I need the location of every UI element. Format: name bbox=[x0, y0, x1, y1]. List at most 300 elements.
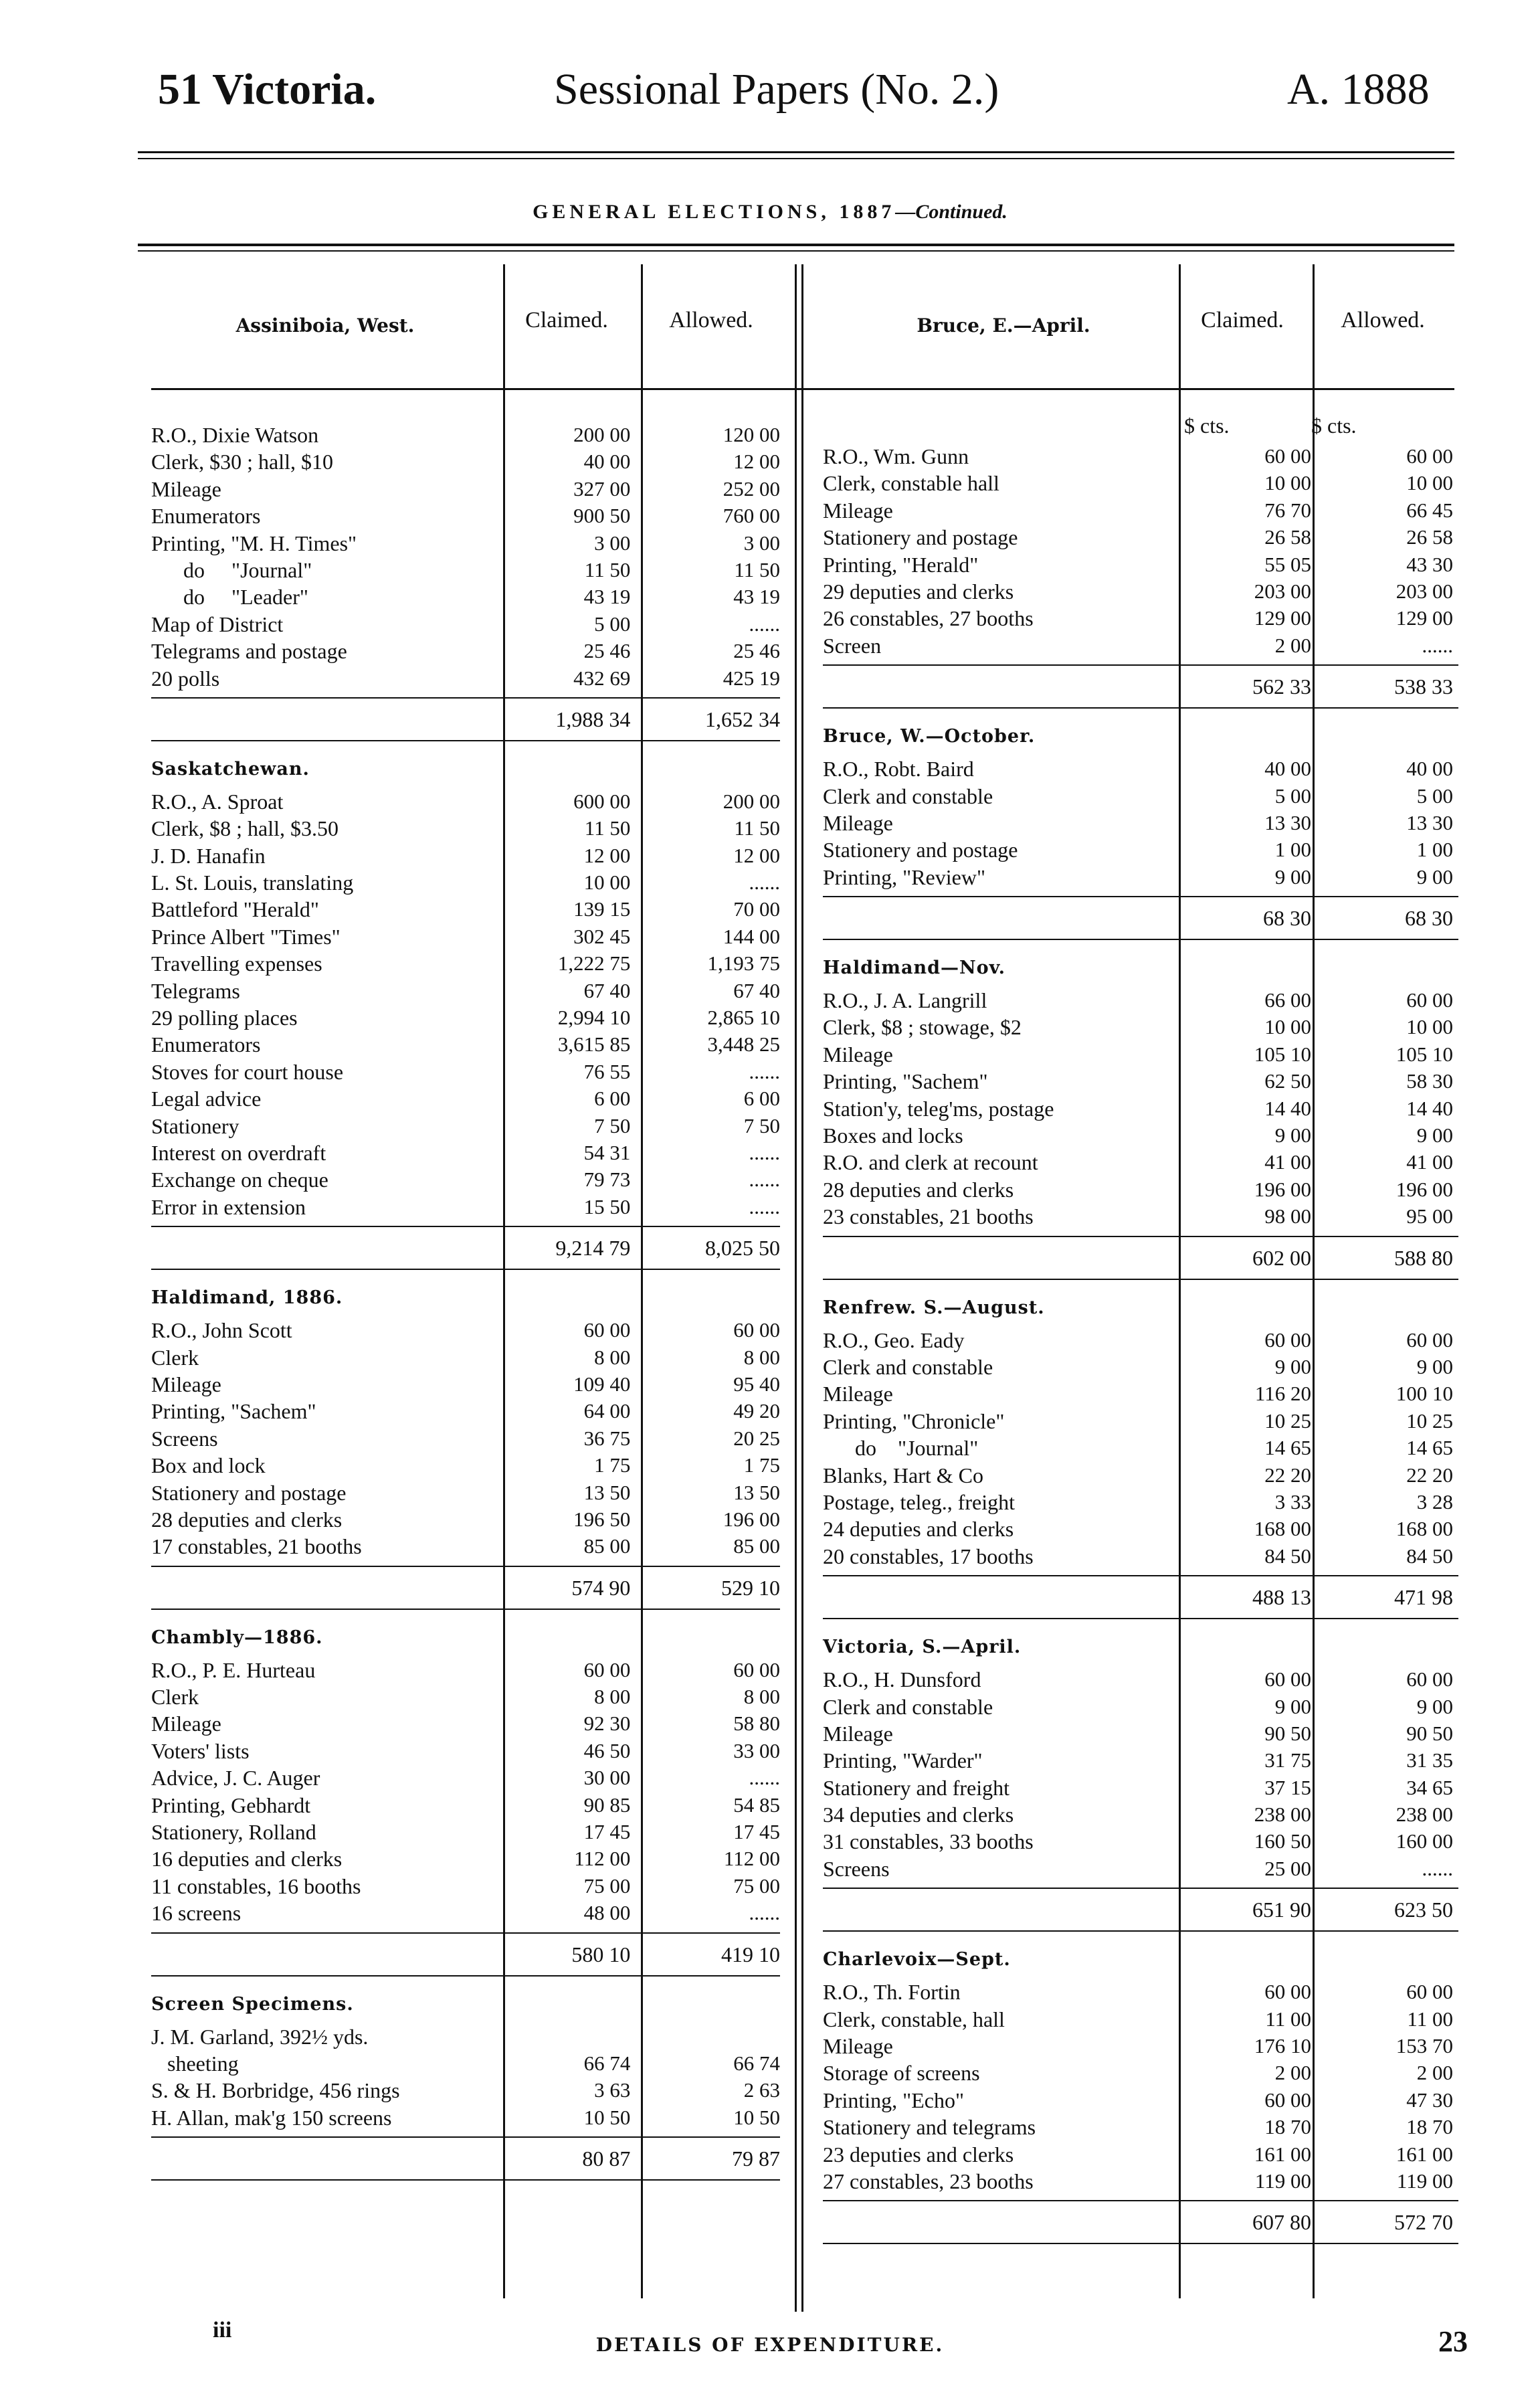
claimed-amount: 60 00 bbox=[583, 1318, 631, 1342]
allowed-amount: 70 00 bbox=[733, 897, 780, 921]
claimed-total: 580 10 bbox=[571, 1942, 631, 1966]
expense-row bbox=[823, 551, 1458, 578]
allowed-amount: 60 00 bbox=[1406, 1980, 1453, 2004]
allowed-amount: ...... bbox=[749, 1059, 780, 1083]
expense-item: Battleford "Herald" bbox=[151, 897, 319, 922]
allowed-total: 1,652 34 bbox=[705, 707, 780, 731]
total-spacer bbox=[823, 1576, 1184, 1618]
expense-row bbox=[151, 1031, 780, 1058]
allowed-amount: 9 00 bbox=[1416, 1694, 1453, 1718]
claimed-amount: 3 00 bbox=[594, 531, 631, 555]
right-section-5 bbox=[823, 1941, 1458, 2244]
section-title: Bruce, W.—October. bbox=[823, 726, 1036, 747]
expense-row bbox=[151, 1657, 780, 1683]
claimed-amount: 76 55 bbox=[583, 1059, 631, 1083]
claimed-amount: 600 00 bbox=[573, 789, 631, 813]
expense-item: J. M. Garland, 392½ yds. bbox=[151, 2024, 369, 2049]
expense-item: Interest on overdraft bbox=[151, 1140, 326, 1165]
expense-item: Printing, "Review" bbox=[823, 864, 985, 889]
allowed-amount: ...... bbox=[749, 870, 780, 895]
expense-row bbox=[151, 923, 780, 950]
allowed-amount: 168 00 bbox=[1395, 1517, 1453, 1541]
claimed-amount: 5 00 bbox=[594, 612, 631, 636]
expense-item: 24 deputies and clerks bbox=[823, 1517, 1014, 1542]
left-region-header: Assiniboia, West. bbox=[235, 314, 415, 337]
claimed-amount: 129 00 bbox=[1254, 606, 1311, 630]
allowed-amount: ...... bbox=[749, 1194, 780, 1218]
expense-item: Postage, teleg., freight bbox=[823, 1489, 1016, 1514]
allowed-amount: 47 30 bbox=[1406, 2088, 1453, 2112]
allowed-amount: 9 00 bbox=[1416, 1123, 1453, 1148]
claimed-amount: 8 00 bbox=[594, 1685, 631, 1709]
expense-item: 11 constables, 16 booths bbox=[151, 1873, 361, 1898]
expense-item: 27 constables, 23 booths bbox=[823, 2169, 1034, 2193]
allowed-amount: 31 35 bbox=[1406, 1748, 1453, 1772]
claimed-amount: 9 00 bbox=[1274, 1354, 1311, 1378]
right-section-1 bbox=[823, 718, 1458, 940]
expense-row bbox=[151, 1085, 780, 1112]
section-total bbox=[151, 1566, 780, 1610]
claimed-amount: 22 20 bbox=[1264, 1463, 1311, 1487]
allowed-total: 79 87 bbox=[732, 2146, 780, 2171]
claimed-amount: 98 00 bbox=[1264, 1204, 1311, 1228]
claimed-amount: 90 50 bbox=[1264, 1721, 1311, 1745]
claimed-amount: 2 00 bbox=[1274, 633, 1311, 657]
expense-row bbox=[823, 1380, 1458, 1407]
expense-item: Clerk and constable bbox=[823, 1354, 993, 1379]
claimed-amount: 160 50 bbox=[1254, 1829, 1311, 1853]
allowed-amount: 9 00 bbox=[1416, 1354, 1453, 1378]
allowed-amount: 129 00 bbox=[1395, 606, 1453, 630]
section-title: Renfrew. S.—August. bbox=[823, 1297, 1045, 1318]
claimed-amount: 18 70 bbox=[1264, 2115, 1311, 2139]
expense-row bbox=[151, 1113, 780, 1139]
claimed-amount: 10 00 bbox=[583, 870, 631, 895]
expense-row bbox=[151, 530, 780, 557]
allowed-total: 419 10 bbox=[721, 1942, 780, 1966]
section-total bbox=[823, 896, 1458, 940]
expense-item: Stoves for court house bbox=[151, 1059, 344, 1084]
section-title: Haldimand—Nov. bbox=[823, 957, 1006, 979]
claimed-amount: 10 00 bbox=[1264, 471, 1311, 495]
expense-item: Clerk bbox=[151, 1685, 199, 1710]
expense-item: 31 constables, 33 booths bbox=[823, 1829, 1034, 1854]
expense-row bbox=[823, 1327, 1458, 1354]
allowed-total: 529 10 bbox=[721, 1575, 780, 1600]
header-rule-top bbox=[138, 151, 1454, 153]
allowed-amount: ...... bbox=[749, 1140, 780, 1164]
allowed-amount: 18 70 bbox=[1406, 2115, 1453, 2139]
allowed-amount: 6 00 bbox=[743, 1087, 780, 1111]
expense-item: Stationery bbox=[151, 1113, 239, 1138]
expense-item: Printing, Gebhardt bbox=[151, 1793, 311, 1817]
expense-item: Mileage bbox=[823, 1382, 893, 1406]
claimed-amount: 60 00 bbox=[1264, 1667, 1311, 1691]
expense-row bbox=[151, 2023, 780, 2050]
claimed-amount: 66 74 bbox=[583, 2051, 631, 2075]
claimed-amount: 10 50 bbox=[583, 2105, 631, 2129]
expense-item: 20 constables, 17 booths bbox=[823, 1544, 1034, 1568]
page-number: 23 bbox=[1438, 2325, 1468, 2358]
expense-item: Telegrams bbox=[151, 978, 240, 1003]
claimed-amount: 36 75 bbox=[583, 1426, 631, 1450]
claimed-amount: 10 25 bbox=[1264, 1408, 1311, 1433]
right-region-header: Bruce, E.—April. bbox=[917, 314, 1090, 337]
total-spacer bbox=[151, 699, 508, 740]
expense-row bbox=[823, 1516, 1458, 1542]
expense-item: Stationery, Rolland bbox=[151, 1820, 316, 1845]
claimed-amount: 11 50 bbox=[584, 557, 631, 581]
right-section-2 bbox=[823, 949, 1458, 1280]
expense-row bbox=[151, 665, 780, 692]
expense-item: Printing, "Chronicle" bbox=[823, 1408, 1005, 1433]
expense-item: 26 constables, 27 booths bbox=[823, 606, 1034, 631]
allowed-amount: 49 20 bbox=[733, 1399, 780, 1423]
allowed-amount: 60 00 bbox=[1406, 1327, 1453, 1352]
claimed-total: 562 33 bbox=[1252, 674, 1311, 699]
expense-row bbox=[823, 1435, 1458, 1461]
currency-spacer bbox=[823, 408, 1184, 443]
allowed-amount: 160 00 bbox=[1395, 1829, 1453, 1853]
claimed-amount: 6 00 bbox=[594, 1087, 631, 1111]
claimed-amount: 79 73 bbox=[583, 1168, 631, 1192]
total-spacer bbox=[151, 1934, 508, 1975]
expense-item: R.O., H. Dunsford bbox=[823, 1667, 981, 1692]
section-title: Haldimand, 1886. bbox=[151, 1287, 343, 1309]
expense-item: Error in extension bbox=[151, 1194, 306, 1219]
claimed-amount: 40 00 bbox=[1264, 757, 1311, 781]
expense-item: 23 deputies and clerks bbox=[823, 2142, 1014, 2167]
expense-item: Legal advice bbox=[151, 1087, 262, 1111]
expense-row bbox=[151, 1506, 780, 1533]
expense-item: Mileage bbox=[151, 1372, 221, 1396]
allowed-amount: 3,448 25 bbox=[707, 1032, 780, 1057]
header-rule-bottom bbox=[138, 158, 1454, 159]
expense-row bbox=[823, 443, 1458, 470]
expense-row bbox=[823, 1489, 1458, 1516]
allowed-amount: 5 00 bbox=[1416, 784, 1453, 808]
caption-main: GENERAL ELECTIONS, 1887 bbox=[533, 201, 896, 223]
expense-row bbox=[151, 583, 780, 610]
claimed-amount: 15 50 bbox=[583, 1194, 631, 1218]
expense-row bbox=[151, 1683, 780, 1710]
year-label: A. 1888 bbox=[1287, 65, 1430, 114]
expense-row bbox=[823, 470, 1458, 496]
expense-item: 16 screens bbox=[151, 1901, 242, 1926]
claimed-amount: 302 45 bbox=[573, 924, 631, 948]
claimed-amount: 37 15 bbox=[1264, 1775, 1311, 1799]
claimed-total: 488 13 bbox=[1252, 1585, 1311, 1610]
claimed-amount bbox=[508, 2023, 630, 2050]
allowed-amount: 144 00 bbox=[723, 924, 780, 948]
claimed-amount: 48 00 bbox=[583, 1901, 631, 1925]
allowed-amount: 22 20 bbox=[1406, 1463, 1453, 1487]
expense-row bbox=[151, 2104, 780, 2131]
claimed-amount: 196 00 bbox=[1254, 1177, 1311, 1201]
expense-row bbox=[823, 1747, 1458, 1774]
allowed-amount: 1,193 75 bbox=[707, 951, 780, 976]
expense-row bbox=[151, 1792, 780, 1819]
expense-row bbox=[823, 605, 1458, 632]
details-of-expenditure: DETAILS OF EXPENDITURE. bbox=[595, 2334, 945, 2356]
section-total bbox=[151, 1226, 780, 1270]
allowed-amount: 95 40 bbox=[733, 1372, 780, 1396]
allowed-amount: 196 00 bbox=[723, 1507, 780, 1531]
claimed-amount: 176 10 bbox=[1254, 2034, 1311, 2058]
expense-row bbox=[151, 1452, 780, 1479]
expense-item: 16 deputies and clerks bbox=[151, 1847, 343, 1871]
allowed-amount: 14 65 bbox=[1406, 1436, 1453, 1460]
total-spacer bbox=[823, 666, 1184, 707]
expense-row bbox=[823, 1543, 1458, 1570]
allowed-amount bbox=[630, 2023, 780, 2050]
expense-item: Screen bbox=[823, 633, 882, 658]
expense-item: Stationery and postage bbox=[823, 838, 1018, 862]
allowed-amount: 425 19 bbox=[723, 666, 780, 690]
expense-item: Prince Albert "Times" bbox=[151, 924, 341, 949]
claimed-amount: 196 50 bbox=[573, 1507, 631, 1531]
expense-item: Exchange on cheque bbox=[151, 1168, 328, 1192]
allowed-amount: 10 00 bbox=[1406, 471, 1453, 495]
caption-rule-top bbox=[138, 244, 1454, 246]
allowed-amount: 54 85 bbox=[733, 1793, 780, 1817]
allowed-amount: 58 80 bbox=[733, 1712, 780, 1736]
expense-item: R.O., Dixie Watson bbox=[151, 423, 319, 447]
expense-row bbox=[151, 1059, 780, 1085]
expense-row bbox=[823, 524, 1458, 551]
claimed-amount: 60 00 bbox=[583, 1657, 631, 1681]
allowed-amount: 8 00 bbox=[743, 1345, 780, 1369]
allowed-amount: 11 00 bbox=[1407, 2007, 1453, 2031]
allowed-amount: 200 00 bbox=[723, 789, 780, 813]
allowed-amount: 11 50 bbox=[734, 557, 780, 581]
claimed-amount: 8 00 bbox=[594, 1345, 631, 1369]
claimed-amount: 90 85 bbox=[583, 1793, 631, 1817]
expense-row bbox=[823, 1979, 1458, 2005]
expense-item: Travelling expenses bbox=[151, 951, 322, 976]
allowed-total: 572 70 bbox=[1394, 2210, 1453, 2235]
claimed-amount: 25 00 bbox=[1264, 1856, 1311, 1880]
expense-item: Enumerators bbox=[151, 504, 261, 529]
expense-item: Clerk and constable bbox=[823, 784, 993, 808]
allowed-amount: 203 00 bbox=[1395, 579, 1453, 603]
expense-row bbox=[151, 978, 780, 1004]
allowed-amount: 60 00 bbox=[733, 1657, 780, 1681]
allowed-amount: 8 00 bbox=[743, 1685, 780, 1709]
right-panel bbox=[823, 408, 1458, 2254]
allowed-amount: 41 00 bbox=[1406, 1150, 1453, 1174]
claimed-amount: 7 50 bbox=[594, 1113, 631, 1137]
allowed-amount: 3 00 bbox=[743, 531, 780, 555]
expense-item: Advice, J. C. Auger bbox=[151, 1766, 320, 1791]
claimed-amount: 11 50 bbox=[584, 816, 631, 840]
allowed-amount: 2 00 bbox=[1416, 2061, 1453, 2085]
expense-item: R.O., Th. Fortin bbox=[823, 1980, 961, 2005]
expense-row bbox=[151, 1873, 780, 1900]
expense-row bbox=[823, 1203, 1458, 1230]
allowed-amount: 153 70 bbox=[1395, 2034, 1453, 2058]
claimed-amount: 9 00 bbox=[1274, 1123, 1311, 1148]
currency-allowed: $ cts. bbox=[1311, 414, 1357, 438]
expense-row bbox=[151, 1710, 780, 1737]
expense-item: R.O., Wm. Gunn bbox=[823, 444, 969, 468]
claimed-amount: 60 00 bbox=[1264, 1980, 1311, 2004]
expense-row bbox=[823, 1095, 1458, 1122]
claimed-amount: 116 20 bbox=[1254, 1382, 1311, 1406]
claimed-amount: 11 00 bbox=[1265, 2007, 1311, 2031]
total-spacer bbox=[823, 1889, 1184, 1930]
total-spacer bbox=[151, 1567, 508, 1609]
total-spacer bbox=[151, 2138, 508, 2179]
claimed-amount: 10 00 bbox=[1264, 1015, 1311, 1039]
allowed-amount: 10 00 bbox=[1406, 1015, 1453, 1039]
expense-row bbox=[151, 557, 780, 583]
allowed-amount: 40 00 bbox=[1406, 757, 1453, 781]
expense-row bbox=[151, 1900, 780, 1926]
allowed-amount: 90 50 bbox=[1406, 1721, 1453, 1745]
allowed-amount: 60 00 bbox=[1406, 988, 1453, 1012]
expense-item: Boxes and locks bbox=[823, 1123, 963, 1148]
allowed-amount: ...... bbox=[1422, 1856, 1453, 1880]
allowed-amount: 252 00 bbox=[723, 476, 780, 500]
expense-row bbox=[151, 896, 780, 923]
claimed-amount: 66 00 bbox=[1264, 988, 1311, 1012]
expense-item: Stationery and postage bbox=[823, 525, 1018, 550]
claimed-amount: 900 50 bbox=[573, 504, 631, 528]
sessional-papers-title: Sessional Papers (No. 2.) bbox=[554, 65, 999, 114]
expense-row bbox=[151, 950, 780, 977]
claimed-amount: 64 00 bbox=[583, 1399, 631, 1423]
expense-row bbox=[151, 1139, 780, 1166]
claimed-amount: 43 19 bbox=[583, 585, 631, 609]
claimed-amount: 139 15 bbox=[573, 897, 631, 921]
expense-item: Clerk, constable, hall bbox=[823, 2007, 1005, 2031]
page-roman-numeral: iii bbox=[213, 2318, 232, 2343]
total-spacer bbox=[823, 2201, 1184, 2243]
allowed-amount: 196 00 bbox=[1395, 1177, 1453, 1201]
expense-row bbox=[823, 987, 1458, 1014]
expense-item: Stationery and telegrams bbox=[823, 2115, 1036, 2140]
expense-item: H. Allan, mak'g 150 screens bbox=[151, 2105, 392, 2130]
allowed-amount: 10 25 bbox=[1406, 1408, 1453, 1433]
expense-row bbox=[151, 1194, 780, 1220]
expense-row bbox=[823, 1462, 1458, 1489]
expense-item: Map of District bbox=[151, 612, 284, 636]
allowed-amount: 60 00 bbox=[1406, 1667, 1453, 1691]
currency-claimed: $ cts. bbox=[1184, 414, 1230, 438]
section-title: Victoria, S.—April. bbox=[823, 1637, 1022, 1658]
expense-row bbox=[823, 2141, 1458, 2168]
expense-row bbox=[823, 1122, 1458, 1149]
expense-row bbox=[151, 1533, 780, 1560]
claimed-total: 9,214 79 bbox=[555, 1236, 631, 1261]
claimed-amount: 55 05 bbox=[1264, 552, 1311, 576]
allowed-amount: 12 00 bbox=[733, 843, 780, 867]
allowed-amount: 2 63 bbox=[743, 2078, 780, 2102]
allowed-amount: 100 10 bbox=[1395, 1382, 1453, 1406]
expense-row bbox=[823, 2006, 1458, 2033]
claimed-amount: 60 00 bbox=[1264, 1327, 1311, 1352]
expense-item: do "Journal" bbox=[823, 1436, 979, 1461]
allowed-amount: 60 00 bbox=[1406, 444, 1453, 468]
total-spacer bbox=[823, 1237, 1184, 1279]
allowed-amount: 60 00 bbox=[733, 1318, 780, 1342]
allowed-amount: 26 58 bbox=[1406, 525, 1453, 549]
expense-row bbox=[823, 1354, 1458, 1380]
claimed-amount: 238 00 bbox=[1254, 1803, 1311, 1827]
expense-row bbox=[823, 1014, 1458, 1040]
claimed-amount: 1 00 bbox=[1274, 838, 1311, 862]
expense-row bbox=[151, 611, 780, 638]
expense-row bbox=[151, 842, 780, 869]
allowed-amount: 43 19 bbox=[733, 585, 780, 609]
allowed-amount: 66 45 bbox=[1406, 498, 1453, 522]
expense-item: 23 constables, 21 booths bbox=[823, 1204, 1034, 1229]
claimed-amount: 54 31 bbox=[583, 1140, 631, 1164]
section-total bbox=[823, 1236, 1458, 1280]
expense-row bbox=[151, 1317, 780, 1344]
expense-row bbox=[823, 1149, 1458, 1176]
claimed-amount: 17 45 bbox=[583, 1820, 631, 1844]
expense-row bbox=[823, 2033, 1458, 2059]
expense-item: Mileage bbox=[823, 810, 893, 835]
total-spacer bbox=[823, 897, 1184, 939]
caption-continued: —Continued. bbox=[895, 201, 1007, 223]
allowed-amount: 112 00 bbox=[723, 1847, 780, 1871]
expense-row bbox=[823, 1774, 1458, 1801]
expense-item: Printing, "Echo" bbox=[823, 2088, 964, 2112]
claimed-amount: 3 63 bbox=[594, 2078, 631, 2102]
claimed-amount: 14 40 bbox=[1264, 1096, 1311, 1120]
claimed-amount: 30 00 bbox=[583, 1766, 631, 1790]
allowed-amount: 12 00 bbox=[733, 450, 780, 474]
allowed-amount: 14 40 bbox=[1406, 1096, 1453, 1120]
expense-item: L. St. Louis, translating bbox=[151, 870, 354, 895]
claimed-amount: 13 50 bbox=[583, 1480, 631, 1504]
section-total bbox=[151, 2136, 780, 2181]
expense-row bbox=[151, 476, 780, 502]
volume-label: 51 Victoria. bbox=[158, 65, 377, 114]
expense-row bbox=[151, 1344, 780, 1371]
expense-row bbox=[823, 864, 1458, 891]
caption-rule-bottom bbox=[138, 250, 1454, 252]
allowed-amount: 95 00 bbox=[1406, 1204, 1453, 1228]
expense-item: Enumerators bbox=[151, 1032, 261, 1057]
center-divider-a bbox=[795, 264, 797, 2312]
expense-item: Mileage bbox=[151, 476, 221, 501]
center-divider-b bbox=[801, 264, 803, 2312]
section-title: Charlevoix—Sept. bbox=[823, 1949, 1011, 1970]
allowed-total: 68 30 bbox=[1405, 906, 1453, 931]
allowed-amount: 85 00 bbox=[733, 1534, 780, 1558]
allowed-amount: 25 46 bbox=[733, 639, 780, 663]
expense-row bbox=[151, 1166, 780, 1193]
allowed-amount: 58 30 bbox=[1406, 1069, 1453, 1093]
left-section-0 bbox=[151, 422, 780, 741]
expense-item: Clerk, constable hall bbox=[823, 471, 999, 496]
claimed-amount: 3,615 85 bbox=[557, 1032, 631, 1057]
expense-row bbox=[151, 1004, 780, 1031]
expense-item: sheeting bbox=[151, 2051, 239, 2076]
claimed-amount: 85 00 bbox=[583, 1534, 631, 1558]
claimed-amount: 26 58 bbox=[1264, 525, 1311, 549]
section-total bbox=[823, 2200, 1458, 2244]
expense-item: Printing, "M. H. Times" bbox=[151, 531, 357, 555]
right-section-4 bbox=[823, 1629, 1458, 1932]
claimed-amount: 92 30 bbox=[583, 1712, 631, 1736]
claimed-total: 80 87 bbox=[582, 2146, 631, 2171]
expense-row bbox=[151, 1764, 780, 1791]
